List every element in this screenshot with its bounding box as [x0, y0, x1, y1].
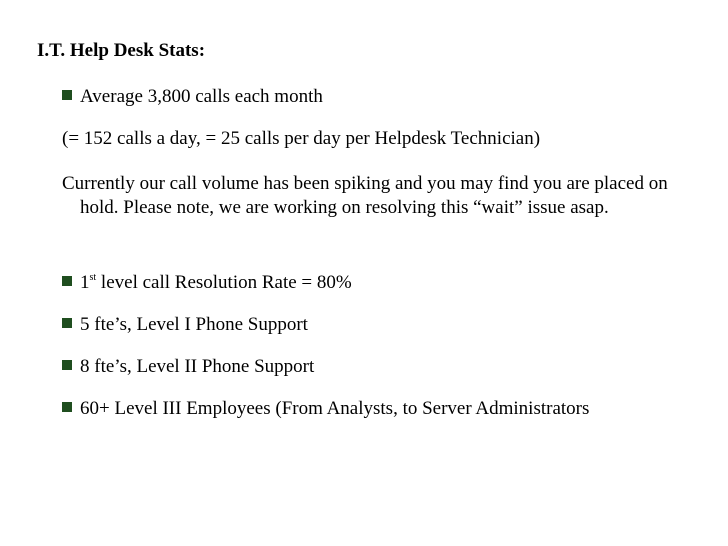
list-item-text: 60+ Level III Employees (From Analysts, to Server Administrators [80, 398, 590, 419]
list-item-level-3 [62, 398, 589, 420]
calls-per-day-text: (= 152 calls a day, = 25 calls per day per Helpdesk Technician) [62, 128, 541, 149]
resolution-superscript: st [89, 272, 97, 283]
page-title: I.T. Help Desk Stats: [37, 40, 206, 61]
list-item-level-2 [62, 356, 314, 378]
square-bullet-icon [62, 318, 72, 328]
resolution-prefix: 1 [80, 272, 90, 293]
square-bullet-icon [62, 276, 72, 286]
call-volume-note: Currently our call volume has been spiking and you may find you are placed on hold. Please note, we are working on resolving this “wait” issue asap. [62, 173, 668, 218]
list-item-text: 5 fte’s, Level I Phone Support [80, 314, 308, 335]
list-item-avg-calls [62, 86, 323, 108]
square-bullet-icon [62, 402, 72, 412]
list-item-resolution-rate [62, 272, 352, 294]
resolution-text: level call Resolution Rate = 80% [96, 272, 352, 293]
list-item-text: Average 3,800 calls each month [80, 86, 323, 107]
square-bullet-icon [62, 360, 72, 370]
square-bullet-icon [62, 90, 72, 100]
list-item-level-1 [62, 314, 308, 336]
list-item-text: 8 fte’s, Level II Phone Support [80, 356, 315, 377]
